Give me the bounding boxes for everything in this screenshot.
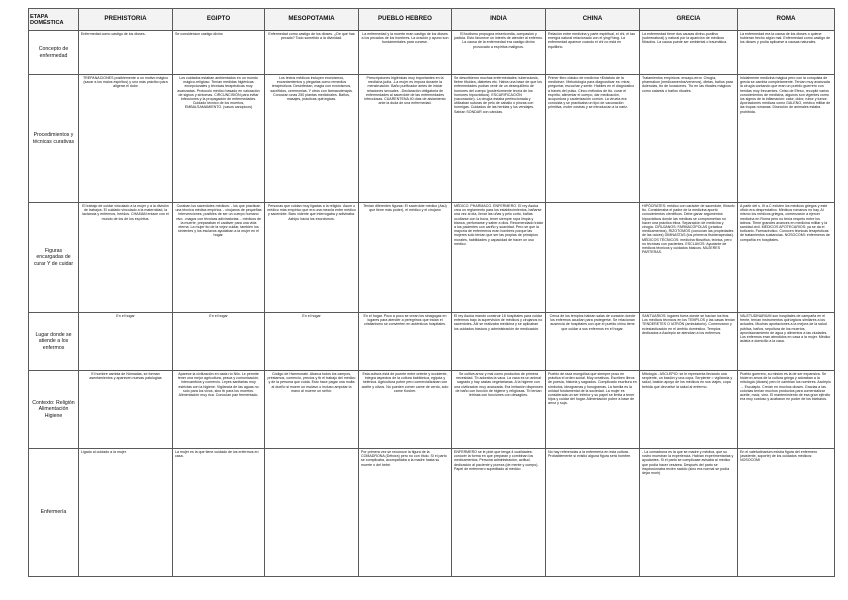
cell: Esta cultura está de puente entre oriente y occidente, integra aspectos de la cultura babilónica, egipcia y helénica. Agricultura pobre pero comercializaban con aceite y olivos. No pueden comer carne de cerdo, solo carne Kosher. — [359, 371, 452, 449]
row-figuras — [29, 203, 835, 313]
cell: Pueblo guerrero, su misión es la de ser expansiva. Se hicieron amos de la cultura griega y adoraban a la mitología (dioses) pero le cambian los nombres. Asclepio → Esculapio. Creían en muchos dioses. Gracias a las colonias tenían muchos productos para comercializar aceite, maíz, vino. El mantenimiento de esa gran ejército era muy costoso y acabaron en poder de los bárbaros. — [738, 371, 835, 449]
cell: Ligado al cuidado a la mujer. — [79, 449, 173, 577]
row-label-figuras: Figuras encargadas de curar Y de cuidar — [29, 203, 79, 313]
cell: VALETUDINARIUM son hospitales de campaña en el frente, tenían instrumentos quirúrgicos similares a los actuales. Muchas aportaciones a la mejora de la salud pública, baños, sepultura de los muertos, aprovisionamiento de agua y alimentos a las ciudades. Los enfermos eran atendidos en casa a la mujer. Médico asistía a domicilio a la casa. — [738, 313, 835, 371]
row-enfermeria — [29, 449, 835, 577]
header-row — [29, 9, 835, 31]
cell: Prescripciones higiénicas muy importantes en la medicina judía. -La mujer es impura durante la menstruación. Baño purificador antes de iniciar relaciones sexuales. -Declaración obligatoria de enfermedades al sacerdote de las enfermedades infecciosas. CUARENTENA 40 días de aislamiento ante la duda de una enfermedad. — [359, 75, 452, 203]
cell: No hay referencias a la enfermería en esta cultura. Probablemente si existió alguna figura será hombre. — [546, 449, 640, 577]
cell: Relación entre medicina y parte espiritual, el chi, el tao energía natural relacionado con el ying/Yang. La enfermedad aparece cuando el chi no está en equilibrio. — [546, 31, 640, 75]
cell: A partir del s. III a.C existen los médicos griegos y este oficio era despreciativo. Médicos romanos no hay. Al mismo los médicos griegos, comenzaron a ejercer medicina en Roma pero no tenía respeto entre los latinos. Tiene grandes avances en medicina militar y la sanidad civil. MÉDICOS APOTECARIOS: ya se da el boticario. Farmacéutico. Conocen técnicas terapéuticas de tratamientos sustancias. NOSOCOMI: enfermeros de compañía en hospitales. — [738, 203, 835, 313]
cell: Personas que cuidan muy ligadas a la religión. Asum o médico más empírico que era una mezcla entre médico y sacerdote. Baru vidente que interrogaba y adivinaba. Ashipu hacía los exorcismos. — [265, 203, 359, 313]
row-label-concepto: Concepto de enfermedad — [29, 31, 79, 75]
cell: Los textos médicos incluyen exorcismos, encantamientos y plegarias como remedios terapéuticos. Desinfectan, magia con exorcismos, sacrificios, ceremonias. Y otros con fármacoterapia. Conocían unas 250 plantas medicinales. Baños, masajes, prácticas quirúrgicas. — [265, 75, 359, 203]
cell: Pueblo de raza mongólica que siempre puso en práctica el orden social. Muy creativos. Escriben libros de poesía, historia y sagrados. Complicado escritura en símbolos, ideogramas y fonogramas. La familia es la unidad fundamental de la sociedad. La mujer es considerada un ser inferior y su papel se limita a tener hijos y cuidar del hogar. Alimentación pobre a base de arroz y soja. — [546, 371, 640, 449]
cell: En el hogar. Poco a poco se crean los sinagogas en lugares para atender a peregrinos que traían el cristianismo se convierten en auténticos hospitales. — [359, 313, 452, 371]
column-header-india: INDIA — [452, 9, 546, 31]
column-header-china: CHINA — [546, 9, 640, 31]
cell: Tratamientos empíricos: ensayo-error. Cirugía, pharmakon (medicamentos/venenos), dietas, baños para dolencias, tto de luxaciones. Tto en las rituales mágicos como catarsis o baños rituales. — [640, 75, 738, 203]
cell: Inicialmente medicina mágica pero con la conquista de grecia se cambia completamente. Tenían muy avanzada la cirugía contando que eran un pueblo guerrero con heridas muy frecuentes. Celso de Efeso, recopiló varios conocimientos de medicina, algunos son vigentes como los signos de la inflamación: calor, dolor, rubor y tumor. Aportaciones médicas como GALENO, médico militar de las tropas romanas. Disección de animales estaba prohibida. — [738, 75, 835, 203]
row-label-contexto: Contexto: Religión Alimentación Higiene — [29, 371, 79, 449]
cell: Enfermedad como castigo de los dioses. ¿De que has pecado? Todo sometido a la divinidad. — [265, 31, 359, 75]
cell: Código de Hammurabi. Abarca todos los campos, préstamos, comercio, precios y tb el trabajo del médico y de la persona que cuida. Esto hace pagar una multa al dueño si muere un esclavo o incluso amputar la mano al muerre un señor. — [265, 371, 359, 449]
cell: El rey Asoka mandó construir 18 hospitales para cuidar enfermos bajo la supervisión de médicos y cirujanos no sacerdotes. Allí se realizaba medicina y se aplicaban los cuidados básicos y administración de medicación. — [452, 313, 546, 371]
cell: En el hogar — [79, 313, 173, 371]
cell: El budismo propugna misericordia, compasión y justicia. Esto favorece un interés de atender al enfermo. La causa de la enfermedad era castigo divino provocado a espíritus malignos. — [452, 31, 546, 75]
cell: MÉDICO. PHARMACO. ENFERMERO. El rey Asoka crea un reglamento para los establecimientos, bañarse una vez al día, llevar las uñas y pelo corto, bañas ocultarse con la boca, tener siempre ropa limpia y blanca, perfumarse y saber a dios. Recomendado tratar a los pacientes con cariño y suavidad. Pero se que la mayoría de enfermeros eran hombres porque las mujeres solo tenían que ser las propias de principios morales, habilidades y capacidad de hacer un uso médico. — [452, 203, 546, 313]
cell: En el valetudinarium existía figura del enfermero (asistente, soporte) de los cuidados médicos: NOSOCOMI — [738, 449, 835, 577]
cell: El trabajo de cuidar vinculado a la mujer y a la división de trabajos. El cuidado vinculado a la maternidad, la lactancia y enfermos, heridos. CHAMAN enlace con el mundo de los de los espíritus. — [79, 203, 173, 313]
cell: ENFERMERO se le pide que tenga 4 cualidades: conocer la forma en que preparan y combinan los medicamentos. Persona administración, actitud, dedicación al paciente y pureza (de mente y cuerpo). Papel de enfermero supeditado al médico — [452, 449, 546, 577]
column-header-prehistoria: PREHISTORIA — [79, 9, 173, 31]
row-label-enfermeria: Enfermería — [29, 449, 79, 577]
cell: SANTUARIOS: lugares fuera donde se hacían los ttos. Los médicos técnicos en los TEMPLOS y las casas tenían TENDERETES O IATRÓN (ambulatorio). Comenzaron y eclesiasticación en el ámbito doméstico. Templos dedicados a Asclepio se atendían a los enfermos. — [640, 313, 738, 371]
cell: Por primera vez se reconoce la figura de la COMADRONA (Débora) pero no con título. Si el parto se complicaba, acompañaba a la madre hasta su muerte o del bebé. — [359, 449, 452, 577]
cell: La mujer es la que tiene cuidado de los enfermos en casa. — [173, 449, 265, 577]
cell: La enfermedad era la causa de los dioses o quiene hubieran hecho algún mal. Enfermedad como castigo de los dioses y podía aplicarse a causas naturales. — [738, 31, 835, 75]
row-label-lugar: Lugar donde se atiende a los enfermos — [29, 313, 79, 371]
cell: Se describieron muchas enfermedades: tuberculosis, fiebre tifoidea, diabetes etc. Había una base de que los enfermedades podían venir de un desequilibrio de humores del cuerpo (posteriormente teoría de los humores hipocráticos). ESCARIFICACIÓN (vacunación). La cirugía estaba perfeccionada y utilizaban suturas de pelo de caballo o pinzas con hormigas. Cuidados de las heridas y los vendajes. Sabían SONDAR con cánulas. — [452, 75, 546, 203]
column-header-grecia: GRECIA — [640, 9, 738, 31]
row-lugar — [29, 313, 835, 371]
cell: Enfermedad como castigo de los dioses. — [79, 31, 173, 75]
row-label-procedimientos: Procedimientos y técnicas curativas — [29, 75, 79, 203]
cell: - La comadrona es la que se madre y médica, que su rostro muestran la experiencia. Habían experimentarlas y ayudantes. Si el parto se complicase avisaba al médico que podía hacer cesárea. Después del parto se inspeccionaba recién nacido (sino era normal se podía dejar morir) — [640, 449, 738, 577]
cell: Aparece la civilización en cada río Nilo. Le permite tener una mejor agricultura, pesca y comunicación, intercambios y comercio. Leyes sanitarias muy estrictas con la higiene. Vigilancia de las aguas no solo para los vivos, sino tb para los muertos. Alimentación muy rica. Conocían pan fermentado. — [173, 371, 265, 449]
cell: En el hogar — [173, 313, 265, 371]
cell: Los cuidados estaban ambientados en un mundo mágico-religioso. Tenían medidas higiénicas excepcionales y técnicas terapéuticas muy avanzadas. Protocolo médico basado en valoración de signos y síntomas. CIRCUNCISIÓN para evitar infecciones y la propagación de enfermedades. Cuidado técnico de los muertos, EMBALSAMAMIENTO. (vasos canópicos) — [173, 75, 265, 203]
cell: Se consideraun castigo divino — [173, 31, 265, 75]
history-table — [28, 8, 835, 577]
column-header-pueblo-hebreo: PUEBLO HEBREO — [359, 9, 452, 31]
column-header-egipto: EGIPTO — [173, 9, 265, 31]
cell: Se cultiva arroz y mal como productos de primera necesidad. Tb adoraba la vaca. La vaca es un animal sagrado y hay castas vegetarianas. A la higiene con una civilización muy avanzada. Era imitación dispensen de baño con función de higiene y religiosas. Tb tenían letrinas con funciones con desagües. — [452, 371, 546, 449]
row-contexto — [29, 371, 835, 449]
cell: Cerca de los templos habían salas de curación donde los enfermos acudían para protegerse. Se relacionan ausencia de hospitales con que el pueblo chino tiene que cuidar a sus enfermos en el hogar. — [546, 313, 640, 371]
row-procedimientos — [29, 75, 835, 203]
cell: Primer libro clásico de medicina «Estatuto de la medicina». Metodología para diagnosticar es: mirar, preguntar, escuchar y sentir. Hábiles en el diagnóstico a través del pulso. Cinco métodos de tto. curar el espíritu, alimentar el cuerpo, dar medicación, acupuntura y cauterización común. La viruela era conocida y se practicaba un tipo de vacunación primitiva, moler costras y se introducían a la nariz. — [546, 75, 640, 203]
cell: En el hogar — [265, 313, 359, 371]
cell: Mitología - ASCLEPIO: se le representa llevando una serpiente, un bastón y una copa. Serpiente = vigilancia y salud, bastón apoyo de los médicos en sus viajes, copa bebida que devuelve la salud al enfermo. — [640, 371, 738, 449]
cell: La enfermedad y la muerte eran castigo de los dioses a los pecados de los hombres. La oración y ayuno son fundamentales para curarse. — [359, 31, 452, 75]
stage-header: ETAPA DOMÉSTICA — [29, 9, 79, 31]
cell: Curaban los sacerdotes médicos: - los que practican una técnica médica empírica. - cirujanos de pequeñas intervenciones, posibles de ser un cuerpo humano vivo. -magos con técnicas adivinatorias. - médicos de la muerte, preparaban el cadáver para una vida eterna. La mujer tto de la vejez cuidar, también los sirvientes y los esclavos ayudaban a la mujer en el hogar. — [173, 203, 265, 313]
cell — [265, 449, 359, 577]
cell: El hombre cambia de Nómadas, se forman asentamientos y aparecen nuevas patologías — [79, 371, 173, 449]
cell — [546, 203, 640, 313]
cell: Tenían diferentes figuras: El sacerdote médico (Asú) que tiene más poder), el médico y el cirujano — [359, 203, 452, 313]
row-concepto — [29, 31, 835, 75]
cell: HIPÓCRATES: médico con carácter de sacerdote, filósofo tto. Consideraba el padre de la medicina aportó conocimientos científicos. Debe ganar argumentos hipocráticos donde las médicas se comprometían no hacer una práctica ética. Separación de medicina y cirugía. CIRUJANOS: FARMACÓPOLAS (práctica medicamentos), RIZOTOMOS (conocían las propiedades de las raíces) GIMNASTAS (los primeros fisioterapeutas). MÉDICOS TÉCNICOS: medicina filosófica, teórica, pero no técnicas con pacientes. ESCLAVOS: Ayudante de médicos técnicos y cuidados básicos. MUJERES PARTERAS. — [640, 203, 738, 313]
cell: La enfermedad tiene dos causas divino-punitivo (sobrenatural) y natural por la aparición de médicos filósofos. La causa puede ser ambiental o traumática. — [640, 31, 738, 75]
cell: TREPANACIONES posiblemente a un motivo mágico (sacar a los malos espíritus) y uno más práctico para aligerar el dolor — [79, 75, 173, 203]
column-header-roma: ROMA — [738, 9, 835, 31]
column-header-mesopotamia: MESOPOTAMIA — [265, 9, 359, 31]
